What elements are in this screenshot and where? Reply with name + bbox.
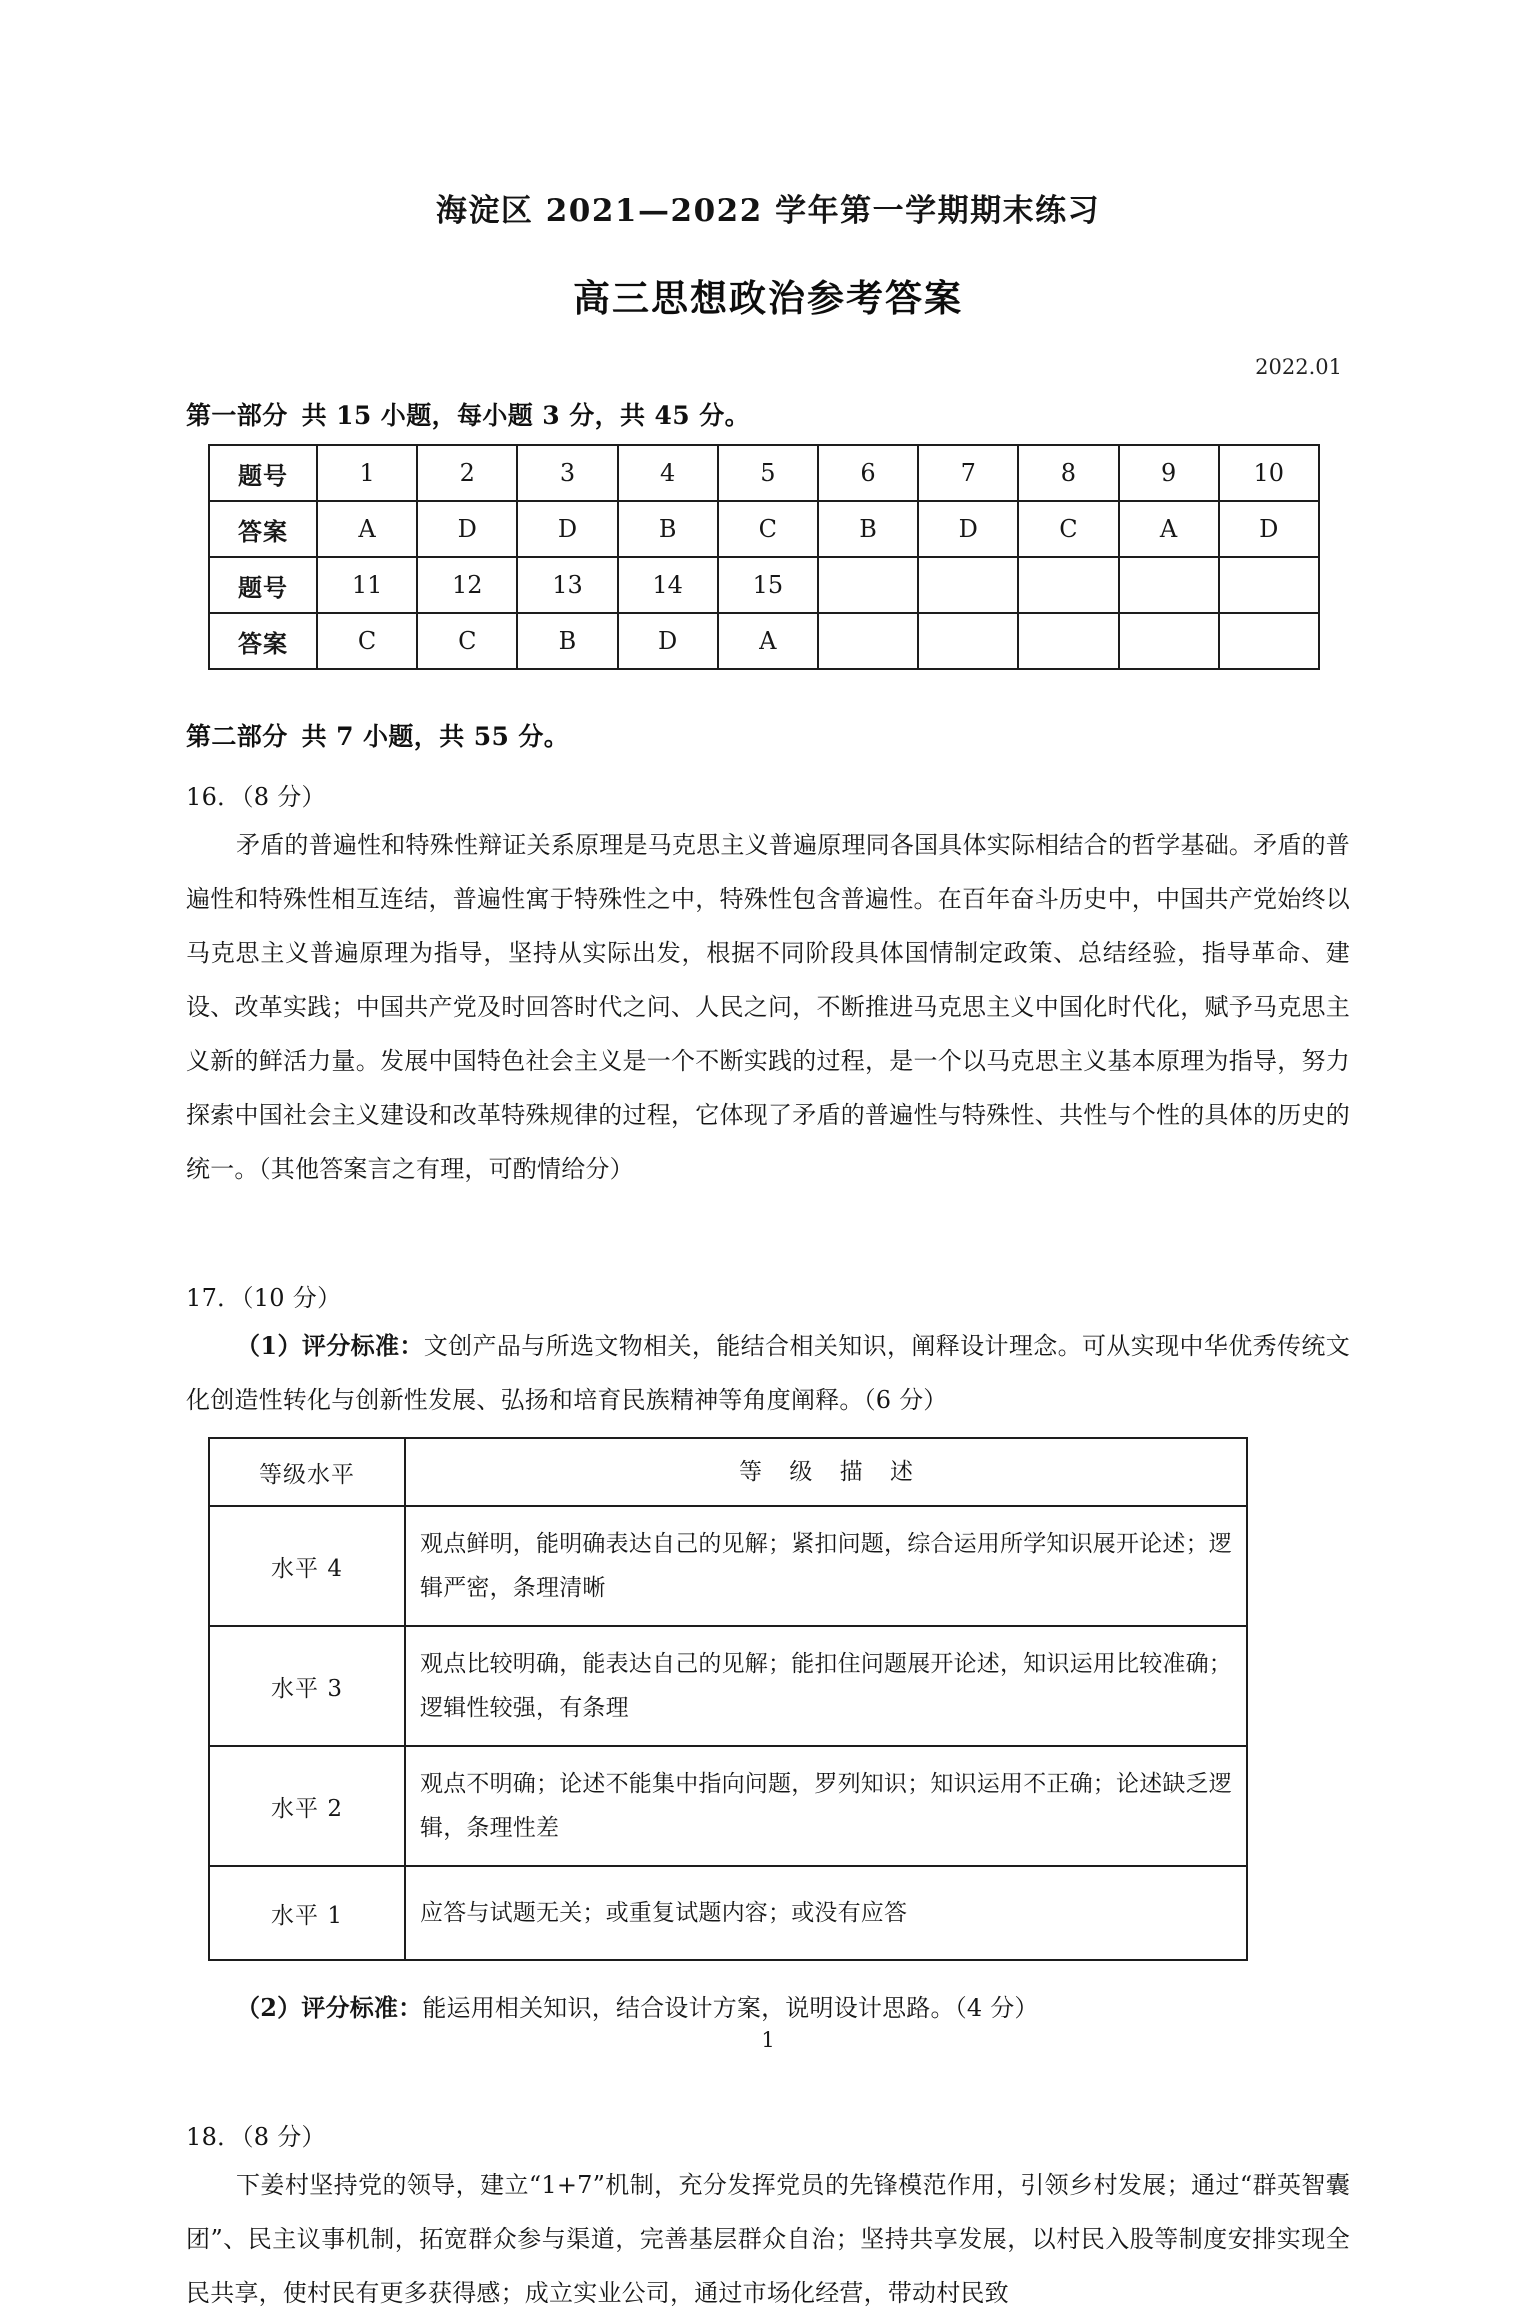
rubric-level-description: 观点比较明确，能表达自己的见解；能扣住问题展开论述，知识运用比较准确；逻辑性较强，有条理 [405, 1626, 1247, 1746]
rubric-level-label: 水平 1 [209, 1866, 405, 1960]
row-label-answer: 答案 [209, 613, 317, 669]
answer-cell: D [517, 501, 617, 557]
question-16-body: 矛盾的普遍性和特殊性辩证关系原理是马克思主义普遍原理同各国具体实际相结合的哲学基础。矛盾的普遍性和特殊性相互连结，普遍性寓于特殊性之中，特殊性包含普遍性。在百年奋斗历史中，中国共产党始终以马克思主义普遍原理为指导，坚持从实际出发，根据不同阶段具体国情制定政策、总结经验，指导革命、建设、改革实践；中国共产党及时回答时代之问、人民之问，不断推进马克思主义中国化时代化，赋予马克思主义新的鲜活力量。发展中国特色社会主义是一个不断实践的过程，是一个以马克思主义基本原理为指导，努力探索中国社会主义建设和改革特殊规律的过程，它体现了矛盾的普遍性与特殊性、共性与个性的具体的历史的统一。（其他答案言之有理，可酌情给分） [186, 831, 1350, 1183]
table-row [209, 501, 1319, 557]
table-row [209, 1506, 1247, 1626]
answer-cell: C [317, 613, 417, 669]
answer-cell: D [918, 501, 1018, 557]
answer-cell: D [1219, 501, 1319, 557]
question-number-cell: 1 [317, 445, 417, 501]
rubric-level-description: 观点鲜明，能明确表达自己的见解；紧扣问题，综合运用所学知识展开论述；逻辑严密，条理清晰 [405, 1506, 1247, 1626]
answer-cell: C [718, 501, 818, 557]
answer-cell: D [417, 501, 517, 557]
table-row [209, 1626, 1247, 1746]
part1-heading-label: 第一部分 [186, 401, 288, 430]
question-number-cell: 2 [417, 445, 517, 501]
part2-heading-label: 第二部分 [186, 722, 288, 751]
question-number-cell: 7 [918, 445, 1018, 501]
question-17-sub1-prefix: （1）评分标准： [236, 1331, 424, 1360]
answer-cell [818, 613, 918, 669]
exam-title-line2: 高三思想政治参考答案 [573, 277, 963, 320]
exam-title-line1: 海淀区 2021—2022 学年第一学期期末练习 [435, 193, 1101, 229]
rubric-table [208, 1437, 1248, 1961]
mcq-answer-table [208, 444, 1320, 670]
table-row [209, 1438, 1247, 1506]
question-17-sub2 [186, 1981, 1350, 2035]
exam-date: 2022.01 [1255, 355, 1342, 379]
rubric-level-description: 应答与试题无关；或重复试题内容；或没有应答 [405, 1866, 1247, 1960]
question-number-cell: 9 [1119, 445, 1219, 501]
rubric-header-level: 等级水平 [209, 1438, 405, 1506]
question-number-cell: 11 [317, 557, 417, 613]
row-label-question: 题号 [209, 557, 317, 613]
table-row [209, 557, 1319, 613]
question-number-cell: 10 [1219, 445, 1319, 501]
answer-cell: B [517, 613, 617, 669]
table-row [209, 1746, 1247, 1866]
answer-cell [918, 613, 1018, 669]
table-row [209, 1866, 1247, 1960]
part1-heading [186, 396, 1350, 432]
page-number: 1 [761, 2028, 775, 2052]
rubric-level-description: 观点不明确；论述不能集中指向问题，罗列知识；知识运用不正确；论述缺乏逻辑，条理性差 [405, 1746, 1247, 1866]
part1-heading-detail: 共 15 小题，每小题 3 分，共 45 分。 [301, 401, 751, 430]
question-number-cell: 15 [718, 557, 818, 613]
rubric-level-label: 水平 4 [209, 1506, 405, 1626]
answer-cell: C [1018, 501, 1118, 557]
question-18-body: 下姜村坚持党的领导，建立“1+7”机制，充分发挥党员的先锋模范作用，引领乡村发展；通过“群英智囊团”、民主议事机制，拓宽群众参与渠道，完善基层群众自治；坚持共享发展，以村民入股等制度安排实现全民共享，使村民有更多获得感；成立实业公司，通过市场化经营，带动村民致 [186, 2171, 1350, 2307]
answer-cell: B [818, 501, 918, 557]
question-number-cell [1018, 557, 1118, 613]
page-content [186, 0, 1350, 2320]
question-number-cell [918, 557, 1018, 613]
question-number-cell: 3 [517, 445, 617, 501]
part2-heading-detail: 共 7 小题，共 55 分。 [301, 722, 570, 751]
table-row [209, 613, 1319, 669]
rubric-header-description: 等 级 描 述 [405, 1438, 1247, 1506]
question-number-cell [1119, 557, 1219, 613]
question-number-cell: 5 [718, 445, 818, 501]
question-number-cell [818, 557, 918, 613]
rubric-level-label: 水平 2 [209, 1746, 405, 1866]
question-18-number: 18．（8 分） [186, 2123, 326, 2151]
answer-cell: A [1119, 501, 1219, 557]
question-17-sub2-prefix: （2）评分标准： [236, 1993, 423, 2022]
answer-cell: A [317, 501, 417, 557]
question-number-cell: 14 [618, 557, 718, 613]
answer-cell: A [718, 613, 818, 669]
question-17-sub1 [186, 1319, 1350, 1427]
question-17-number: 17．（10 分） [186, 1284, 342, 1312]
question-number-cell: 12 [417, 557, 517, 613]
question-number-cell [1219, 557, 1319, 613]
row-label-answer: 答案 [209, 501, 317, 557]
table-row [209, 445, 1319, 501]
answer-cell: D [618, 613, 718, 669]
question-16-number: 16．（8 分） [186, 783, 326, 811]
question-number-cell: 8 [1018, 445, 1118, 501]
row-label-question: 题号 [209, 445, 317, 501]
answer-cell: B [618, 501, 718, 557]
question-number-cell: 13 [517, 557, 617, 613]
answer-cell: C [417, 613, 517, 669]
answer-cell [1018, 613, 1118, 669]
rubric-level-label: 水平 3 [209, 1626, 405, 1746]
question-17-sub2-body: 能运用相关知识，结合设计方案，说明设计思路。（4 分） [422, 1994, 1039, 2022]
answer-cell [1119, 613, 1219, 669]
question-17-sub1-body: 文创产品与所选文物相关，能结合相关知识，阐释设计理念。可从实现中华优秀传统文化创造性转化与创新性发展、弘扬和培育民族精神等角度阐释。（6 分） [186, 1332, 1350, 1414]
question-number-cell: 6 [818, 445, 918, 501]
question-number-cell: 4 [618, 445, 718, 501]
part2-heading [186, 717, 1350, 753]
answer-cell [1219, 613, 1319, 669]
